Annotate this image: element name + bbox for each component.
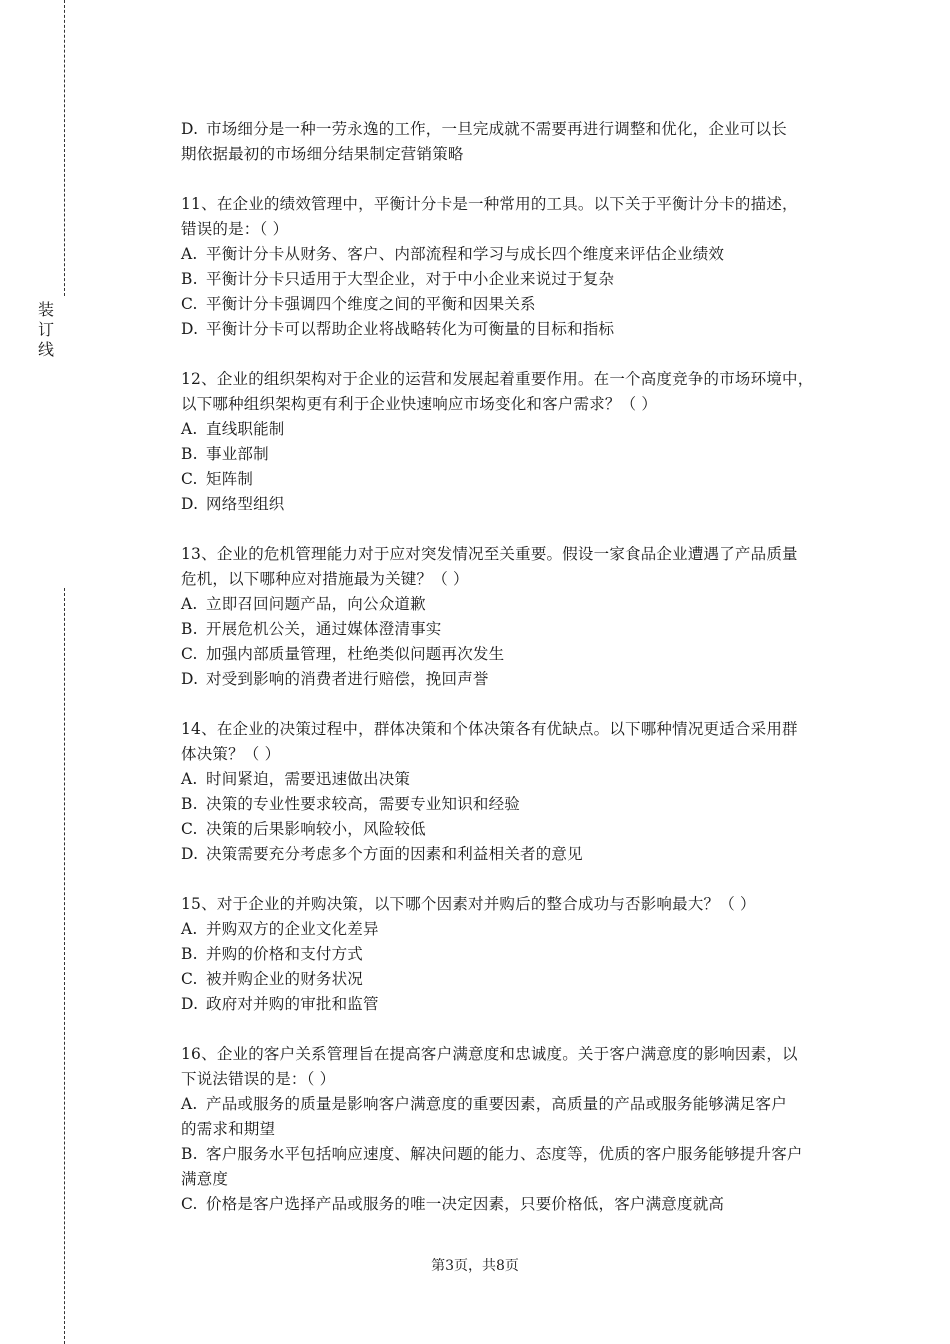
option-letter: A.	[181, 770, 198, 788]
option-letter: B.	[181, 1145, 198, 1163]
binding-line-bottom	[64, 588, 65, 1344]
option-line	[181, 992, 851, 1017]
question-stem-line: 13、企业的危机管理能力对于应对突发情况至关重要。假设一家食品企业遭遇了产品质量	[181, 545, 798, 563]
option-letter: A.	[181, 595, 198, 613]
option-text: 并购的价格和支付方式	[206, 945, 364, 963]
option-line	[181, 967, 851, 992]
binding-line-top	[64, 0, 65, 296]
option-line: 期依据最初的市场细分结果制定营销策略	[181, 145, 464, 163]
option-letter: C.	[181, 295, 198, 313]
option-text: 价格是客户选择产品或服务的唯一决定因素，只要价格低，客户满意度就高	[206, 1195, 725, 1213]
binding-label-char: 线	[37, 340, 54, 359]
option-line	[181, 1117, 851, 1142]
option-text: 立即召回问题产品，向公众道歉	[206, 595, 426, 613]
option-text: 客户服务水平包括响应速度、解决问题的能力、态度等，优质的客户服务能够提升客户	[206, 1145, 803, 1163]
option-letter: D.	[181, 320, 199, 338]
option-text: 产品或服务的质量是影响客户满意度的重要因素，高质量的产品或服务能够满足客户	[206, 1095, 787, 1113]
question-stem-line: 16、企业的客户关系管理旨在提高客户满意度和忠诚度。关于客户满意度的影响因素，以	[181, 1045, 798, 1063]
option-line	[181, 1192, 851, 1217]
question-stem-line: 11、在企业的绩效管理中，平衡计分卡是一种常用的工具。以下关于平衡计分卡的描述，	[181, 195, 798, 213]
question-block	[181, 192, 851, 342]
option-text: 平衡计分卡可以帮助企业将战略转化为可衡量的目标和指标	[206, 320, 615, 338]
option-line	[181, 492, 851, 517]
option-line	[181, 467, 851, 492]
question-list	[181, 192, 851, 1217]
option-letter: B.	[181, 945, 198, 963]
option-letter: B.	[181, 270, 198, 288]
option-text: 平衡计分卡从财务、客户、内部流程和学习与成长四个维度来评估企业绩效	[206, 245, 725, 263]
option-line	[181, 1092, 851, 1117]
option-line: D. 市场细分是一种一劳永逸的工作，一旦完成就不需要再进行调整和优化，企业可以长	[181, 117, 851, 142]
page-footer	[0, 1256, 950, 1276]
option-letter: D.	[181, 670, 199, 688]
question-stem-line: 15、对于企业的并购决策，以下哪个因素对并购后的整合成功与否影响最大？（ ）	[181, 895, 756, 913]
option-text: 直线职能制	[206, 420, 285, 438]
page-number: 第3页，共8页	[431, 1258, 519, 1274]
option-text: 矩阵制	[206, 470, 254, 488]
option-text: 事业部制	[206, 445, 269, 463]
option-line	[181, 292, 851, 317]
question-stem-line: 12、企业的组织架构对于企业的运营和发展起着重要作用。在一个高度竞争的市场环境中，	[181, 370, 814, 388]
option-letter: A.	[181, 420, 198, 438]
option-letter: A.	[181, 245, 198, 263]
option-text: 决策的后果影响较小，风险较低	[206, 820, 426, 838]
option-text: 政府对并购的审批和监管	[206, 995, 379, 1013]
option-text: 的需求和期望	[181, 1120, 276, 1138]
option-line	[181, 317, 851, 342]
question-stem-line: 体决策？（ ）	[181, 745, 281, 763]
option-letter: C.	[181, 1195, 198, 1213]
option-letter: A.	[181, 920, 198, 938]
binding-label	[34, 300, 58, 360]
question-stem-line: 14、在企业的决策过程中，群体决策和个体决策各有优缺点。以下哪种情况更适合采用群	[181, 720, 798, 738]
question-stem-line: 错误的是：（ ）	[181, 220, 289, 238]
option-letter: D.	[181, 845, 199, 863]
binding-label-char: 装	[37, 300, 54, 319]
page-content	[181, 117, 851, 1242]
option-line	[181, 767, 851, 792]
option-letter: B.	[181, 795, 198, 813]
option-letter: D.	[181, 495, 199, 513]
option-line	[181, 617, 851, 642]
option-line	[181, 667, 851, 692]
option-text: 加强内部质量管理，杜绝类似问题再次发生	[206, 645, 505, 663]
option-letter: B.	[181, 445, 198, 463]
option-line	[181, 817, 851, 842]
question-block	[181, 892, 851, 1017]
option-text: 平衡计分卡只适用于大型企业，对于中小企业来说过于复杂	[206, 270, 615, 288]
question-stem-line: 下说法错误的是：（ ）	[181, 1070, 336, 1088]
question-block	[181, 367, 851, 517]
question-block	[181, 542, 851, 692]
option-line	[181, 942, 851, 967]
option-line	[181, 592, 851, 617]
option-letter: C.	[181, 645, 198, 663]
carry-over-option	[181, 117, 851, 167]
question-block	[181, 717, 851, 867]
option-letter: B.	[181, 620, 198, 638]
option-letter: D.	[181, 995, 199, 1013]
option-line	[181, 1167, 851, 1192]
option-text: 平衡计分卡强调四个维度之间的平衡和因果关系	[206, 295, 536, 313]
option-letter: C.	[181, 970, 198, 988]
question-stem-line: 危机，以下哪种应对措施最为关键？（ ）	[181, 570, 469, 588]
option-line	[181, 242, 851, 267]
option-text: 被并购企业的财务状况	[206, 970, 364, 988]
option-text: 并购双方的企业文化差异	[206, 920, 379, 938]
option-text: 时间紧迫，需要迅速做出决策	[206, 770, 411, 788]
question-block	[181, 1042, 851, 1217]
option-text: 决策需要充分考虑多个方面的因素和利益相关者的意见	[206, 845, 583, 863]
option-line	[181, 267, 851, 292]
option-letter: C.	[181, 470, 198, 488]
option-line	[181, 642, 851, 667]
option-text: 决策的专业性要求较高，需要专业知识和经验	[206, 795, 521, 813]
option-line	[181, 792, 851, 817]
option-text: 对受到影响的消费者进行赔偿，挽回声誉	[206, 670, 489, 688]
option-letter: C.	[181, 820, 198, 838]
option-text: 开展危机公关，通过媒体澄清事实	[206, 620, 442, 638]
option-line	[181, 442, 851, 467]
option-line	[181, 1142, 851, 1167]
option-line	[181, 842, 851, 867]
binding-label-char: 订	[37, 320, 54, 339]
option-text: 网络型组织	[206, 495, 285, 513]
option-line	[181, 917, 851, 942]
question-stem-line: 以下哪种组织架构更有利于企业快速响应市场变化和客户需求？（ ）	[181, 395, 658, 413]
option-line	[181, 417, 851, 442]
option-letter: D.	[181, 120, 199, 138]
option-text: 满意度	[181, 1170, 229, 1188]
option-letter: A.	[181, 1095, 198, 1113]
